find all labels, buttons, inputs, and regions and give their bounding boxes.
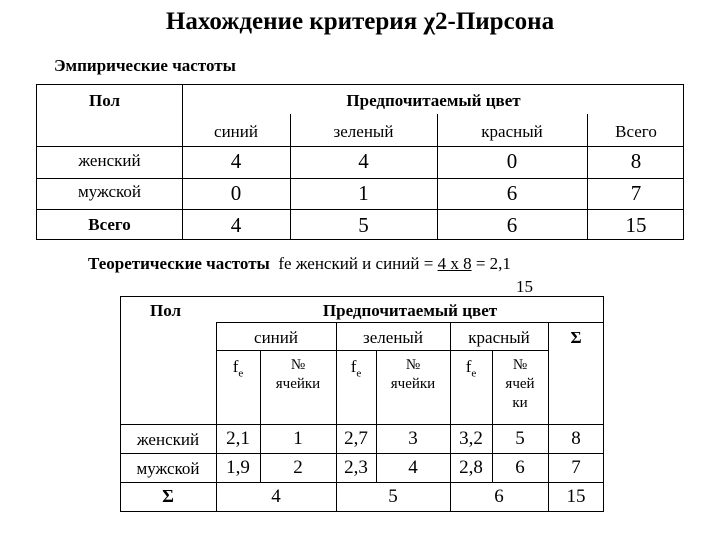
row-label-male: мужской <box>77 182 141 201</box>
theoretical-label: Теоретические частоты <box>88 254 270 273</box>
table2-col-red: красный <box>468 328 530 347</box>
table2-col-green: зеленый <box>363 328 423 347</box>
cell: 6 <box>506 181 518 205</box>
col-total: Всего <box>615 122 657 141</box>
formula-denominator: 15 <box>516 277 533 296</box>
cell: 2,3 <box>344 457 368 478</box>
theoretical-table <box>120 296 604 512</box>
cell: 2,8 <box>459 457 483 478</box>
cell: 2,7 <box>344 428 368 449</box>
cell: 4 <box>230 149 242 173</box>
fe-header: $f_e$ <box>232 357 244 380</box>
fe-header: $f_e$ <box>465 357 477 380</box>
table2-sex-header: Пол <box>150 301 182 320</box>
cell: 4 <box>358 149 369 173</box>
cell: 4 <box>408 457 418 478</box>
table2-row-male: мужской <box>136 459 200 478</box>
preferred-color-header: Предпочитаемый цвет <box>346 91 521 110</box>
col-blue: синий <box>214 122 258 141</box>
cell: 8 <box>571 428 581 449</box>
cell-no-header: № ячей ки <box>505 357 535 411</box>
cell: 1 <box>358 181 369 205</box>
cell: 1 <box>293 428 303 449</box>
cell: 3,2 <box>459 428 483 449</box>
page-title: Нахождение критерия χ2-Пирсона <box>165 8 555 35</box>
cell: 15 <box>625 213 647 237</box>
row-label-female: женский <box>78 151 141 170</box>
fe-header: $f_e$ <box>350 357 362 380</box>
cell: 5 <box>388 486 398 507</box>
col-green: зеленый <box>333 122 394 141</box>
table2-row-sigma: Σ <box>162 486 174 506</box>
empirical-label: Эмпирические частоты <box>54 56 236 75</box>
cell: 7 <box>571 457 581 478</box>
cell: 8 <box>630 149 642 173</box>
cell: 3 <box>408 428 418 449</box>
cell: 4 <box>230 213 242 237</box>
cell: 0 <box>506 149 518 173</box>
table2-color-header: Предпочитаемый цвет <box>322 301 498 320</box>
cell: 2,1 <box>226 428 250 449</box>
cell: 7 <box>630 181 642 205</box>
table2-col-blue: синий <box>254 328 298 347</box>
table2-row-female: женский <box>136 430 200 449</box>
sex-header: Пол <box>89 91 121 110</box>
cell: 5 <box>358 213 369 237</box>
cell: 6 <box>515 457 525 478</box>
cell: 5 <box>515 428 525 449</box>
formula-numerator: 4 x 8 <box>437 254 472 273</box>
theoretical-formula <box>88 254 511 274</box>
cell: 0 <box>230 181 242 205</box>
table2-sigma-header: Σ <box>570 328 582 347</box>
cell: 6 <box>494 486 504 507</box>
cell: 2 <box>293 457 303 478</box>
cell-no-header: № ячейки <box>275 357 321 392</box>
col-red: красный <box>481 122 543 141</box>
cell: 6 <box>506 213 518 237</box>
cell: 4 <box>271 486 281 507</box>
cell-no-header: № ячейки <box>390 357 436 392</box>
row-label-total: Всего <box>88 215 131 234</box>
formula-suffix: = 2,1 <box>471 254 511 273</box>
cell: 15 <box>566 486 586 507</box>
empirical-table <box>36 84 684 240</box>
cell: 1,9 <box>226 457 250 478</box>
formula-prefix: fe женский и синий = <box>278 254 438 273</box>
